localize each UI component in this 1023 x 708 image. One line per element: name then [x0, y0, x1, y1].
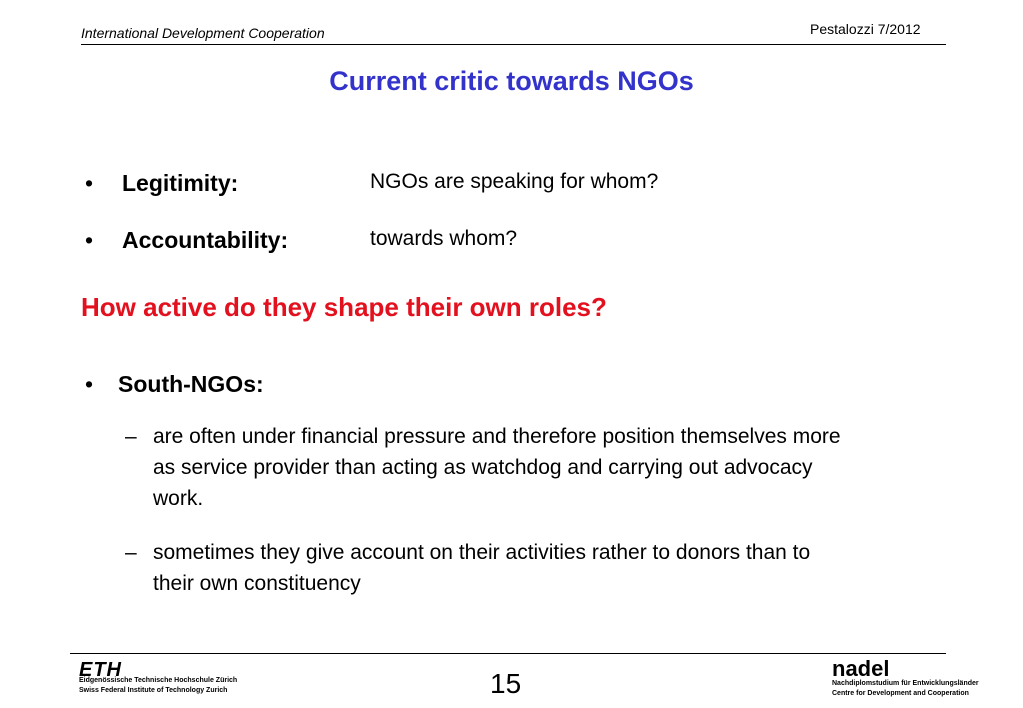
bullet-marker: • [85, 371, 94, 397]
dash-marker: – [125, 425, 137, 448]
dash-marker: – [125, 541, 137, 564]
nadel-name-english: Centre for Development and Cooperation [832, 690, 969, 697]
bullet-term: South-NGOs: [118, 371, 264, 397]
bullet-accountability [85, 227, 518, 254]
sub-bullet-financial-pressure [125, 421, 845, 514]
header-course-title: International Development Cooperation [81, 25, 325, 41]
bullet-description: towards whom? [370, 227, 518, 250]
bullet-marker: • [85, 227, 94, 253]
sub-bullet-accountability-donors [125, 537, 845, 599]
bullet-description: NGOs are speaking for whom? [370, 170, 659, 193]
nadel-logo: nadel [832, 656, 890, 681]
nadel-name-german: Nachdiplomstudium für Entwicklungsländer [832, 680, 979, 687]
bullet-term: Accountability: [122, 227, 289, 253]
header-author-date: Pestalozzi 7/2012 [810, 21, 921, 37]
bullet-marker: • [85, 170, 94, 196]
bullet-term: Legitimity: [122, 170, 239, 196]
sub-bullet-text: sometimes they give account on their activities rather to donors than to their own constituency [153, 541, 811, 595]
header-divider [81, 44, 946, 45]
sub-bullet-text: are often under financial pressure and therefore position themselves more as service provider than acting as watchdog and carrying out advocacy work. [153, 425, 841, 510]
eth-name-english: Swiss Federal Institute of Technology Zurich [79, 687, 228, 694]
eth-name-german: Eidgenössische Technische Hochschule Zürich [79, 677, 238, 684]
slide-title: Current critic towards NGOs [329, 66, 694, 96]
bullet-legitimity [85, 170, 659, 197]
section-question: How active do they shape their own roles? [81, 292, 607, 322]
bullet-south-ngos [85, 371, 264, 398]
footer-divider [70, 653, 946, 654]
eth-logo: ETH [79, 659, 122, 681]
page-number: 15 [490, 668, 522, 699]
